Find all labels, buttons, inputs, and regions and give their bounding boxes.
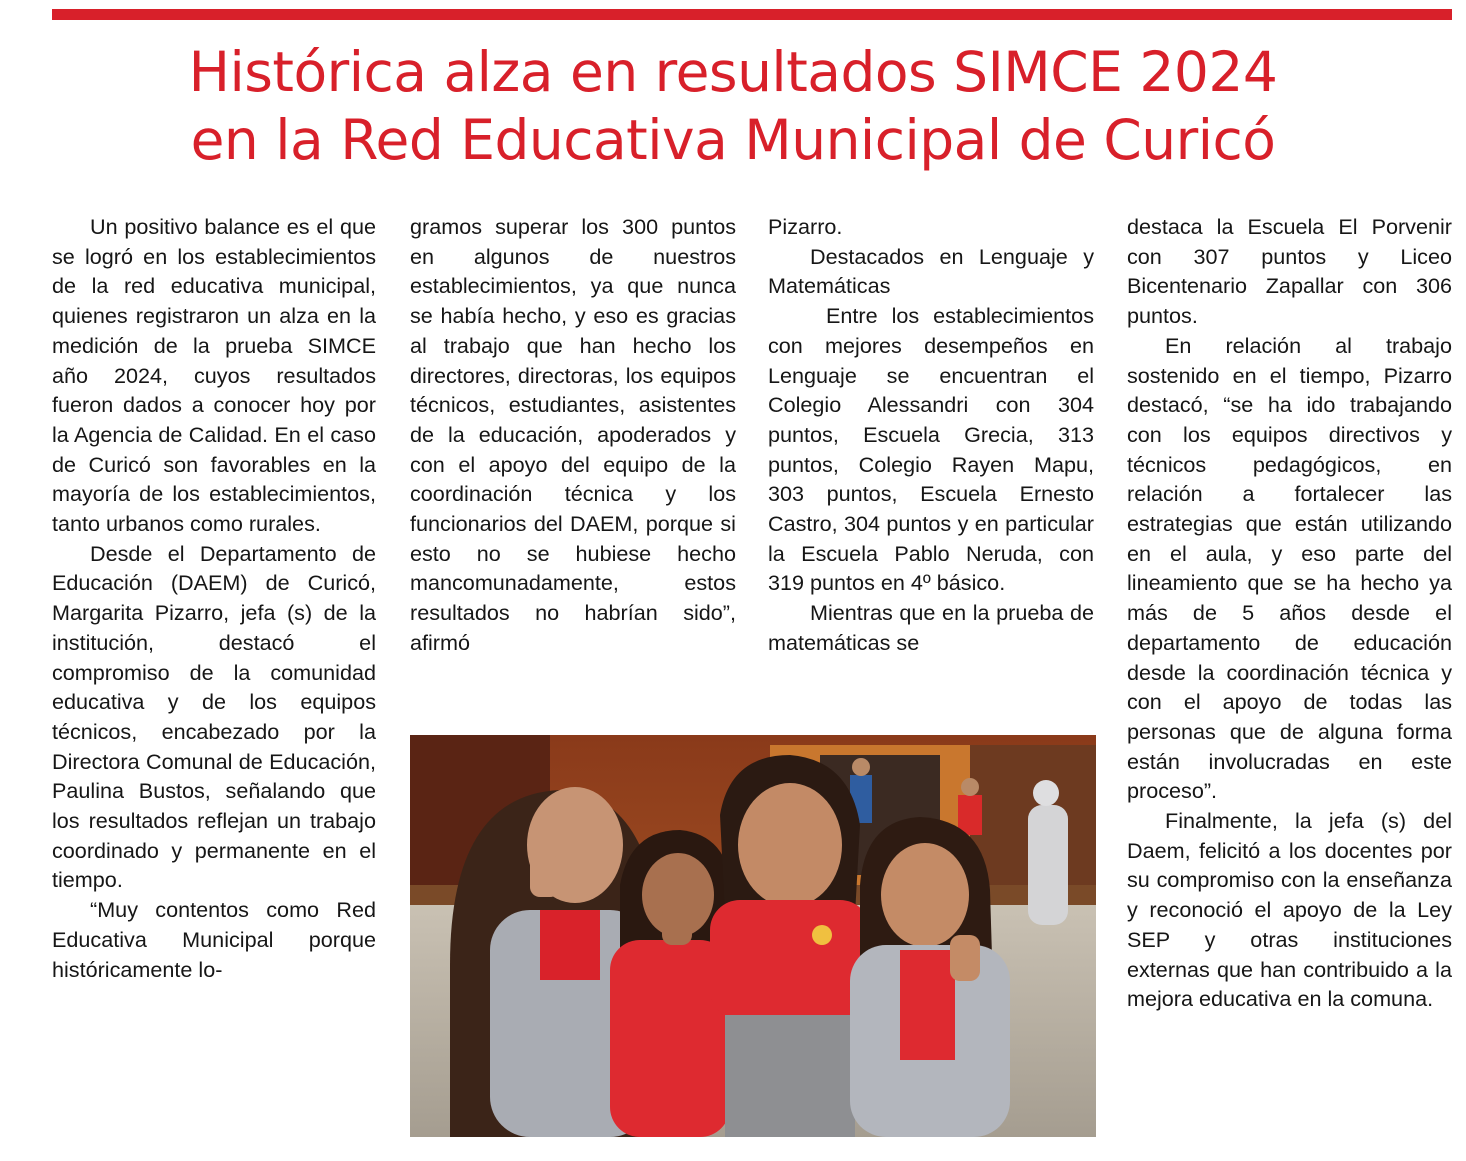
- paragraph: destaca la Escuela El Porvenir con 307 puntos y Liceo Bicentenario Zapallar con 306 puntos.: [1127, 214, 1452, 329]
- paragraph: Pizarro.: [768, 214, 843, 239]
- paragraph: gramos superar los 300 puntos en algunos de nuestros establecimientos, ya que nunca se había hecho, y eso es gracias al trabajo que han hecho los directores, directoras, los equipos técnicos, estudiantes, asistentes de la educación, apoderados y con el apoyo del equipo de la coordinación técnica y los funcionarios del DAEM, porque si esto no se hubiese hecho mancomunadamente, estos resultados no habrían sido”, afirmó: [410, 214, 736, 655]
- top-rule: [52, 9, 1452, 20]
- paragraph: Finalmente, la jefa (s) del Daem, felicitó a los docentes por su compromiso con la enseñanza y reconoció el apoyo de la Ley SEP y otras instituciones externas que han contribuido a la mejora educativa en la comuna.: [1127, 808, 1452, 1012]
- column-2: [410, 212, 736, 658]
- headline: [30, 38, 1436, 174]
- headline-line-1: Histórica alza en resultados SIMCE 2024: [188, 40, 1278, 104]
- headline-line-2: en la Red Educativa Municipal de Curicó: [190, 108, 1276, 172]
- paragraph: Un positivo balance es el que se logró en los establecimientos de la red educativa municipal, quienes registraron un alza en la medición de la prueba SIMCE año 2024, cuyos resultados fueron dados a conocer hoy por la Agencia de Calidad. En el caso de Curicó son favorables en la mayoría de los establecimientos, tanto urbanos como rurales.: [52, 214, 376, 537]
- column-4: [1127, 212, 1452, 1014]
- paragraph: Entre los establecimientos con mejores desempeños en Lenguaje se encuentran el Colegio Alessandri con 304 puntos, Escuela Grecia, 313 puntos, Colegio Rayen Mapu, 303 puntos, Escuela Ernesto Castro, 304 puntos y en particular la Escuela Pablo Neruda, con 319 puntos en 4º básico.: [768, 303, 1094, 596]
- paragraph: “Muy contentos como Red Educativa Municipal porque históricamente lo-: [52, 897, 376, 982]
- article-photo: [410, 735, 1096, 1137]
- paragraph: Desde el Departamento de Educación (DAEM) de Curicó, Margarita Pizarro, jefa (s) de la institución, destacó el compromiso de la comunidad educativa y de los equipos técnicos, encabezado por la Directora Comunal de Educación, Paulina Bustos, señalando que los resultados reflejan un trabajo coordinado y permanente en el tiempo.: [52, 540, 376, 893]
- paragraph: Mientras que en la prueba de matemáticas se: [768, 600, 1094, 655]
- column-3: [768, 212, 1094, 658]
- column-1: [52, 212, 376, 984]
- subheading: Destacados en Lenguaje y Matemáticas: [768, 243, 1094, 299]
- paragraph: En relación al trabajo sostenido en el tiempo, Pizarro destacó, “se ha ido trabajando con los equipos directivos y técnicos pedagógicos, en relación a fortalecer las estrategias que están utilizando en el aula, y eso parte del lineamiento que se ha hecho ya más de 5 años desde el departamento de educación desde la coordinación técnica y con el apoyo de todas las personas que de alguna forma están involucradas en este proceso”.: [1127, 332, 1452, 804]
